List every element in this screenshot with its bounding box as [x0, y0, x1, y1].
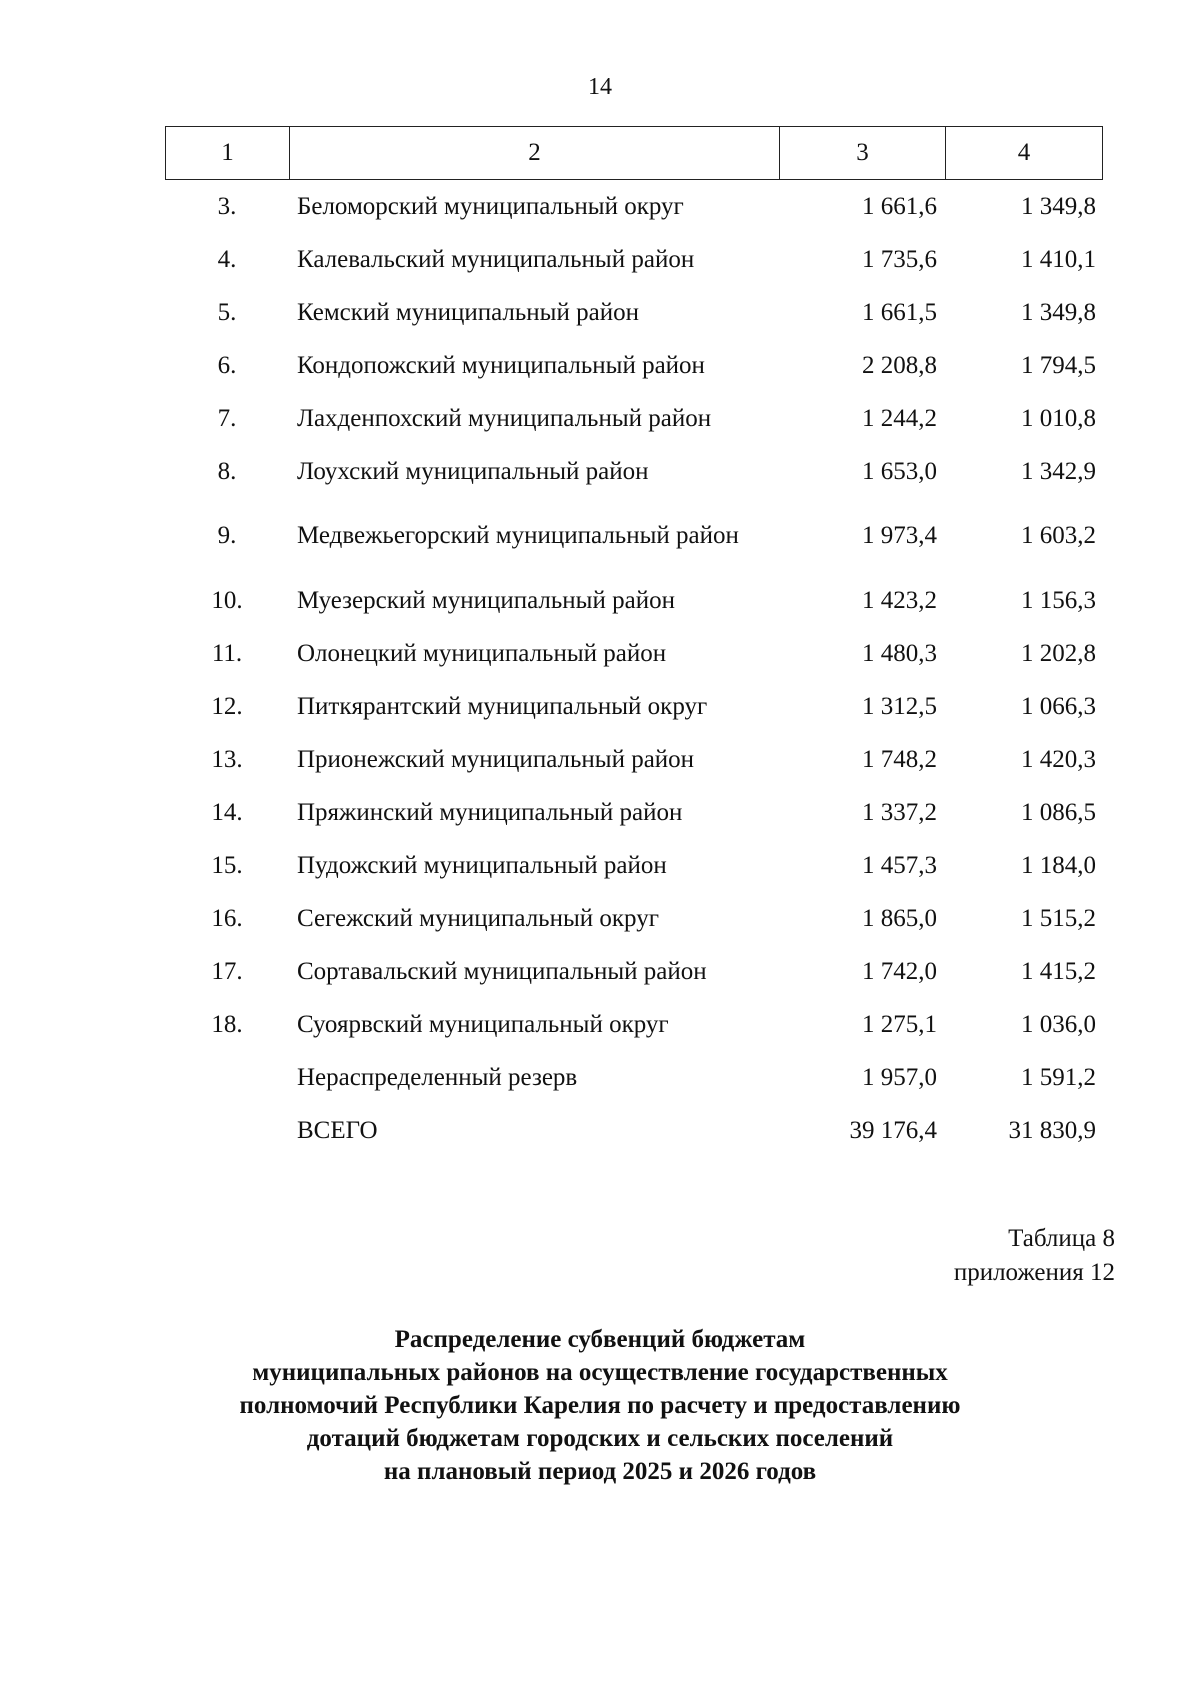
table-caption-appendix: приложения 12: [953, 1259, 1115, 1286]
amount-2026: 1 184,0: [1021, 851, 1096, 879]
column-header-table: [165, 126, 1103, 180]
municipality-name: Беломорский муниципальный округ: [297, 192, 684, 220]
municipality-name: Медвежьегорский муниципальный район: [297, 522, 739, 549]
table-row: [165, 1051, 1102, 1104]
amount-2026: 1 515,2: [1021, 904, 1096, 932]
municipality-name: Прионежский муниципальный район: [297, 745, 695, 773]
table-caption-number: Таблица 8: [1008, 1225, 1115, 1252]
table-row: [165, 1104, 1102, 1157]
table-row: [165, 945, 1102, 998]
table-row: [165, 574, 1102, 627]
amount-2026: 1 349,8: [1021, 192, 1096, 220]
document-title: [0, 1323, 1200, 1488]
municipality-name: Кондопожский муниципальный район: [297, 351, 705, 379]
table-row: [165, 839, 1102, 892]
municipality-name: Кемский муниципальный район: [297, 298, 639, 326]
row-number: 11.: [211, 639, 243, 667]
page-number: 14: [588, 74, 612, 100]
amount-2026: 1 603,2: [1021, 522, 1096, 549]
table-row: [165, 498, 1102, 574]
municipality-name: Пудожский муниципальный район: [297, 851, 667, 879]
amount-2026: 1 591,2: [1021, 1063, 1096, 1091]
amount-2026: 1 420,3: [1021, 745, 1096, 773]
amount-2026: 1 086,5: [1021, 798, 1096, 826]
column-header-3: 3: [780, 127, 946, 180]
table-row: [165, 786, 1102, 839]
row-number: 13.: [211, 745, 243, 773]
amount-2026: 1 794,5: [1021, 351, 1096, 379]
title-line: дотаций бюджетам городских и сельских поселений: [306, 1425, 894, 1452]
row-number: 9.: [217, 522, 237, 549]
municipality-name: Олонецкий муниципальный район: [297, 639, 667, 667]
municipality-name: Калевальский муниципальный район: [297, 245, 695, 273]
amount-2026: 31 830,9: [1008, 1116, 1096, 1144]
row-number: 16.: [211, 904, 243, 932]
table-row: [165, 339, 1102, 392]
row-number: [165, 1051, 289, 1104]
amount-2025: 1 957,0: [862, 1063, 937, 1091]
table-row: [165, 998, 1102, 1051]
amount-2025: 1 661,6: [862, 192, 937, 220]
column-header-row: [166, 127, 1103, 180]
table-row: [165, 892, 1102, 945]
table-row: [165, 680, 1102, 733]
title-line: полномочий Республики Карелия по расчету и предоставлению: [239, 1392, 961, 1419]
municipality-name: Нераспределенный резерв: [297, 1063, 578, 1091]
table-row: [165, 445, 1102, 498]
amount-2026: 1 156,3: [1021, 586, 1096, 614]
municipality-name: ВСЕГО: [297, 1116, 378, 1144]
title-line: на плановый период 2025 и 2026 годов: [383, 1458, 817, 1485]
row-number: 18.: [211, 1010, 243, 1038]
amount-2026: 1 202,8: [1021, 639, 1096, 667]
table-row: [165, 180, 1102, 233]
row-number: 8.: [217, 457, 237, 485]
amount-2025: 1 337,2: [862, 798, 937, 826]
municipality-name: Лахденпохский муниципальный район: [297, 404, 712, 432]
amount-2025: 1 865,0: [862, 904, 937, 932]
table-row: [165, 733, 1102, 786]
column-header-2: 2: [290, 127, 780, 180]
table-row: [165, 233, 1102, 286]
municipality-name: Сортавальский муниципальный район: [297, 957, 707, 985]
row-number: 5.: [217, 298, 237, 326]
amount-2026: 1 410,1: [1021, 245, 1096, 273]
table-caption: [954, 1222, 1115, 1290]
amount-2025: 2 208,8: [862, 351, 937, 379]
amount-2025: 1 735,6: [862, 245, 937, 273]
amount-2025: 1 661,5: [862, 298, 937, 326]
title-line: муниципальных районов на осуществление государственных: [252, 1359, 948, 1386]
amount-2025: 1 275,1: [862, 1010, 937, 1038]
row-number: 15.: [211, 851, 243, 879]
column-header-1: 1: [166, 127, 290, 180]
municipality-name: Сегежский муниципальный округ: [297, 904, 659, 932]
table-row: [165, 627, 1102, 680]
row-number: 6.: [217, 351, 237, 379]
amount-2025: 1 244,2: [862, 404, 937, 432]
amount-2025: 1 973,4: [862, 522, 937, 549]
amount-2025: 1 480,3: [862, 639, 937, 667]
amount-2025: 1 423,2: [862, 586, 937, 614]
amount-2026: 1 036,0: [1021, 1010, 1096, 1038]
row-number: 10.: [211, 586, 243, 614]
amount-2025: 1 653,0: [862, 457, 937, 485]
municipality-name: Питкярантский муниципальный округ: [297, 692, 708, 720]
amount-2025: 1 312,5: [862, 692, 937, 720]
row-number: 4.: [217, 245, 237, 273]
amount-2025: 1 748,2: [862, 745, 937, 773]
distribution-table: [165, 180, 1102, 1157]
row-number: 17.: [211, 957, 243, 985]
title-line: Распределение субвенций бюджетам: [394, 1326, 806, 1353]
amount-2026: 1 066,3: [1021, 692, 1096, 720]
row-number: 3.: [217, 192, 237, 220]
amount-2025: 39 176,4: [849, 1116, 937, 1144]
table-row: [165, 392, 1102, 445]
amount-2026: 1 349,8: [1021, 298, 1096, 326]
municipality-name: Муезерский муниципальный район: [297, 586, 675, 614]
municipality-name: Лоухский муниципальный район: [297, 457, 649, 485]
row-number: 14.: [211, 798, 243, 826]
row-number: [165, 1104, 289, 1157]
amount-2026: 1 342,9: [1021, 457, 1096, 485]
table-row: [165, 286, 1102, 339]
amount-2025: 1 742,0: [862, 957, 937, 985]
row-number: 12.: [211, 692, 243, 720]
municipality-name: Суоярвский муниципальный округ: [297, 1010, 669, 1038]
amount-2025: 1 457,3: [862, 851, 937, 879]
column-header-4: 4: [946, 127, 1103, 180]
amount-2026: 1 415,2: [1021, 957, 1096, 985]
row-number: 7.: [217, 404, 237, 432]
municipality-name: Пряжинский муниципальный район: [297, 798, 683, 826]
amount-2026: 1 010,8: [1021, 404, 1096, 432]
